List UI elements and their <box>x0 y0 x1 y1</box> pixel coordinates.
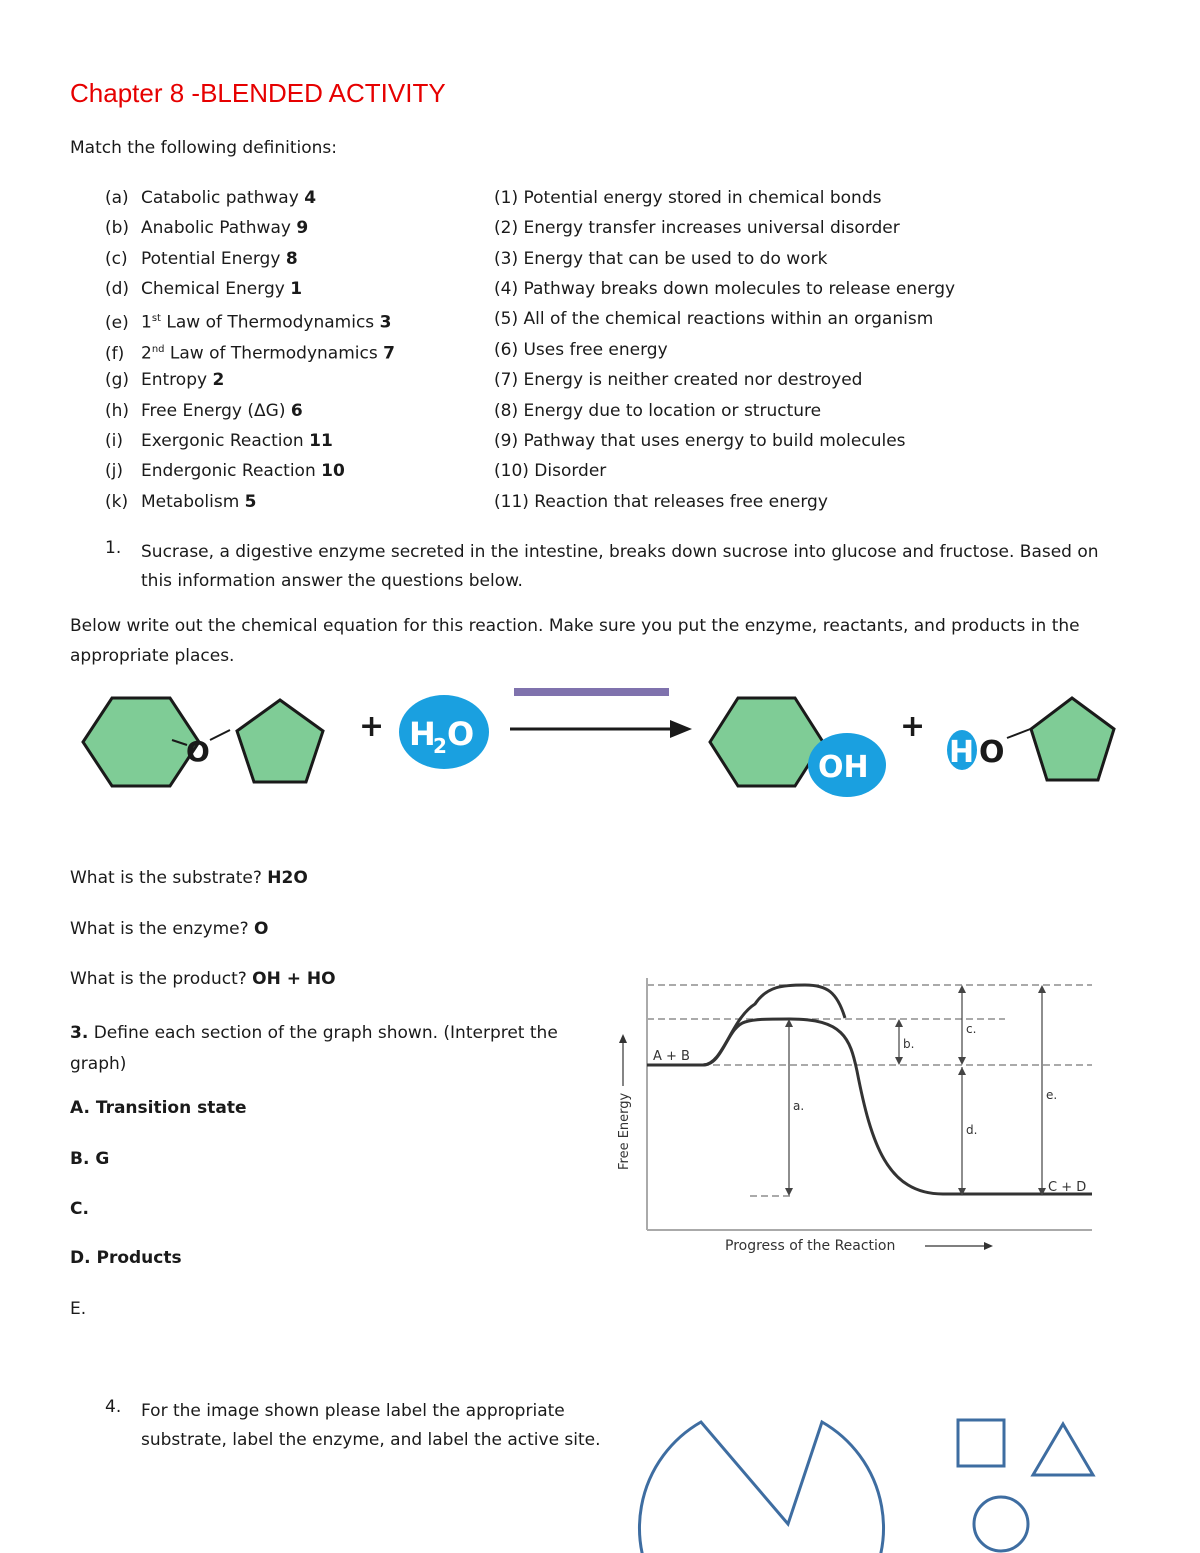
term-item: (i) Exergonic Reaction 11 <box>105 431 333 451</box>
energy-graph <box>605 968 1105 1258</box>
definition-item: (9) Pathway that uses energy to build molecules <box>494 431 906 451</box>
term-item: (g) Entropy 2 <box>105 370 225 390</box>
plus-sign: + <box>900 709 926 744</box>
catalyzed-curve <box>703 1019 1092 1194</box>
reactants-label: A + B <box>653 1049 690 1064</box>
x-axis-label: Progress of the Reaction <box>725 1238 896 1254</box>
hexagon-glucose <box>83 698 199 786</box>
triangle-substrate <box>1033 1424 1093 1475</box>
graph-answer-d: D. Products <box>70 1248 182 1268</box>
equation-instruction: Below write out the chemical equation for this reaction. Make sure you put the enzyme, reactants, and products in the appropriate places. <box>70 616 1080 666</box>
pentagon-fructose <box>237 700 323 782</box>
page-title: Chapter 8 -BLENDED ACTIVITY <box>70 78 446 108</box>
products-label: C + D <box>1048 1180 1087 1195</box>
enzyme-shape <box>640 1422 884 1553</box>
hexagon-product <box>710 698 823 786</box>
y-axis-label: Free Energy <box>617 1092 632 1170</box>
label-c: c. <box>966 1022 977 1036</box>
water-o-label: O <box>447 715 475 753</box>
circle-substrate <box>974 1497 1028 1551</box>
graph-answer-b: B. G <box>70 1149 110 1169</box>
graph-answer-c: C. <box>70 1199 89 1219</box>
question-4-text: For the image shown please label the appropriate substrate, label the enzyme, and label the active site. <box>141 1401 601 1450</box>
graph-answer-a: A. Transition state <box>70 1098 247 1118</box>
definition-item: (3) Energy that can be used to do work <box>494 249 828 269</box>
enzyme-bar <box>514 688 669 696</box>
term-item: (a) Catabolic pathway 4 <box>105 188 317 208</box>
graph-answer-e: E. <box>70 1299 87 1319</box>
reaction-diagram <box>70 680 1140 810</box>
substrate-question: What is the substrate? H2O <box>70 868 308 888</box>
label-b: b. <box>903 1037 915 1051</box>
question-1-text: Sucrase, a digestive enzyme secreted in the intestine, breaks down sucrose into glucose and fructose. Based on this information answer the questions below. <box>141 542 1099 591</box>
hydroxyl-label: OH <box>818 750 869 785</box>
term-item: (b) Anabolic Pathway 9 <box>105 218 309 238</box>
pentagon-product <box>1031 698 1114 780</box>
arrow-head-icon <box>670 720 692 738</box>
intro-text: Match the following definitions: <box>70 138 338 158</box>
definition-item: (8) Energy due to location or structure <box>494 401 822 421</box>
dashed-levels <box>647 985 1092 1196</box>
ho-o-label: O <box>979 735 1005 770</box>
water-subscript: 2 <box>433 734 447 758</box>
definition-item: (2) Energy transfer increases universal disorder <box>494 218 900 238</box>
product-question: What is the product? OH + HO <box>70 969 336 989</box>
enzyme-substrate-figure <box>630 1400 1110 1553</box>
term-item: (f) 2nd Law of Thermodynamics 7 <box>105 343 395 364</box>
label-e: e. <box>1046 1088 1058 1102</box>
water-h-label: H <box>409 715 436 753</box>
ho-h-label: H <box>949 735 975 770</box>
definition-item: (10) Disorder <box>494 461 607 481</box>
arrowheads <box>785 985 1046 1196</box>
term-item: (e) 1st Law of Thermodynamics 3 <box>105 312 392 333</box>
definition-item: (4) Pathway breaks down molecules to release energy <box>494 279 956 299</box>
enzyme-question: What is the enzyme? O <box>70 919 269 939</box>
y-axis-arrow-icon <box>619 1034 627 1043</box>
question-4-number: 4. <box>105 1397 122 1417</box>
plus-sign: + <box>359 709 385 744</box>
term-item: (c) Potential Energy 8 <box>105 249 298 269</box>
definition-item: (11) Reaction that releases free energy <box>494 492 828 512</box>
definition-item: (5) All of the chemical reactions within an organism <box>494 309 934 329</box>
square-substrate <box>958 1420 1004 1466</box>
question-3: 3. Define each section of the graph shown. (Interpret the graph) <box>70 1023 558 1074</box>
label-a: a. <box>793 1099 805 1113</box>
definition-item: (7) Energy is neither created nor destroyed <box>494 370 863 390</box>
definition-item: (1) Potential energy stored in chemical bonds <box>494 188 882 208</box>
definition-item: (6) Uses free energy <box>494 340 668 360</box>
term-item: (j) Endergonic Reaction 10 <box>105 461 345 481</box>
label-d: d. <box>966 1123 978 1137</box>
term-item: (h) Free Energy (ΔG) 6 <box>105 401 303 421</box>
oxygen-link-label: O <box>186 735 210 768</box>
question-1-number: 1. <box>105 538 122 558</box>
term-item: (k) Metabolism 5 <box>105 492 257 512</box>
x-axis-arrow-icon <box>984 1242 993 1250</box>
term-item: (d) Chemical Energy 1 <box>105 279 303 299</box>
